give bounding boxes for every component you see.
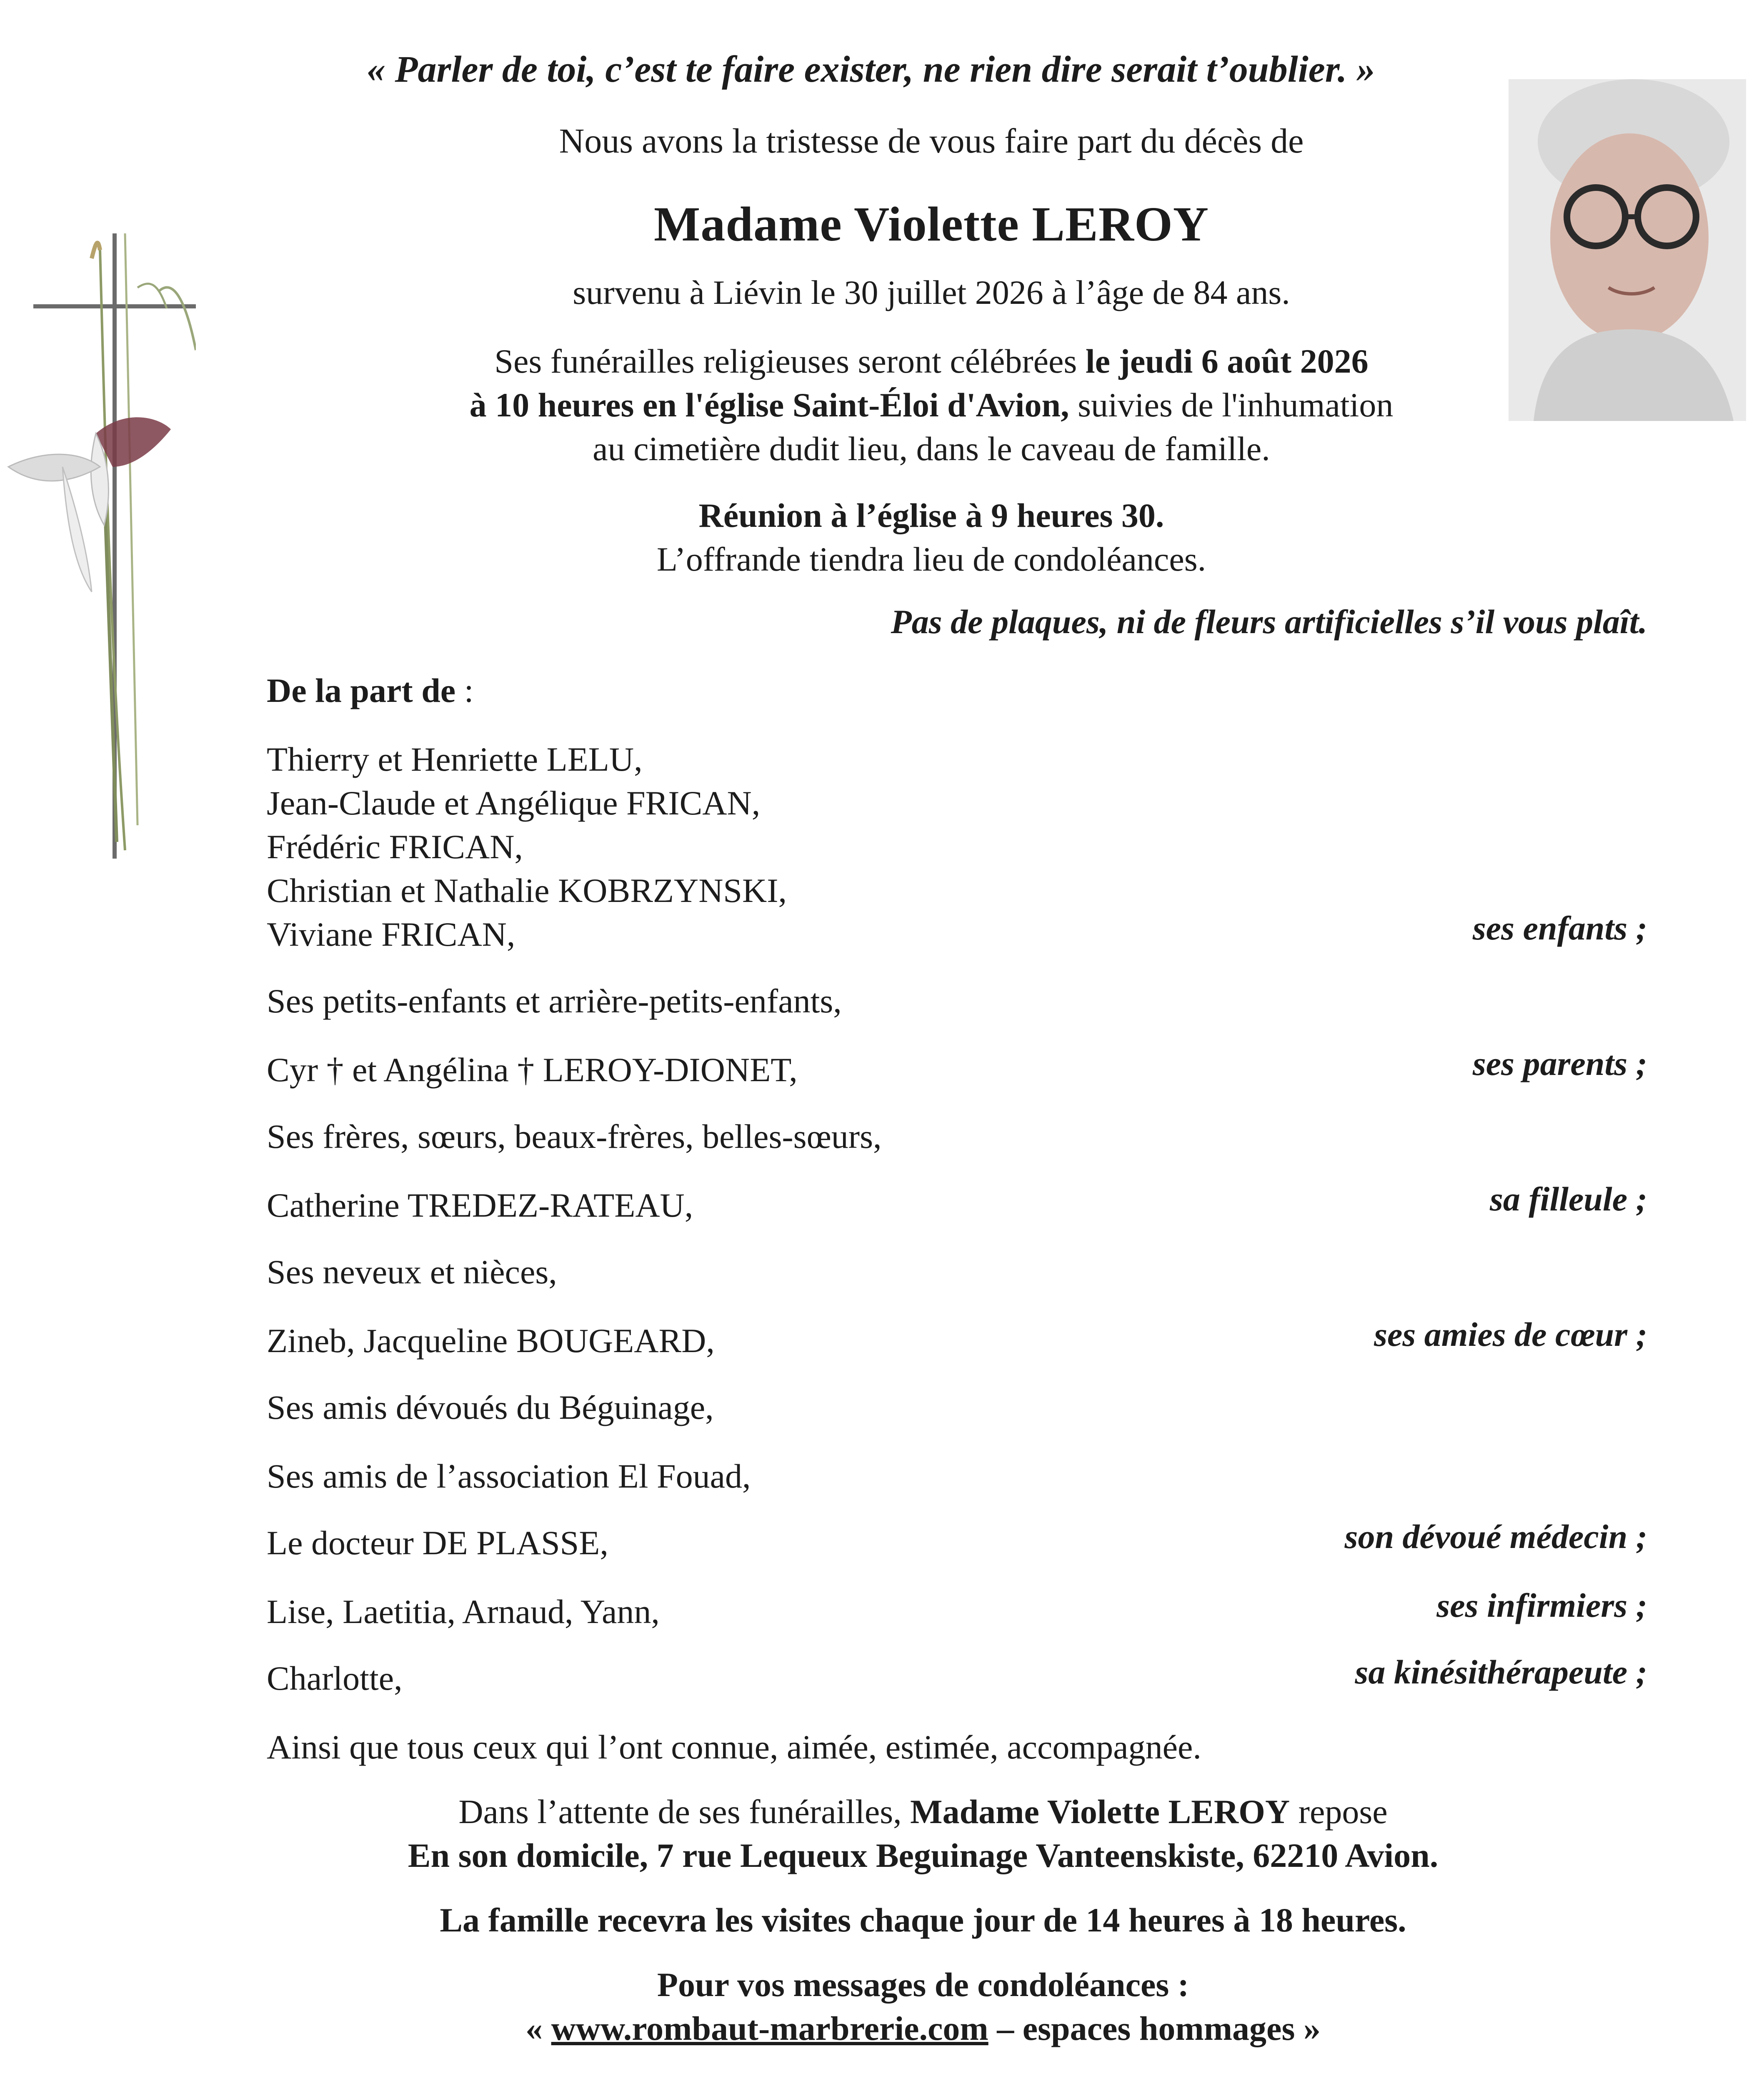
list-item: Ses neveux et nièces, xyxy=(267,1253,557,1291)
funeral-line-1-text: Ses funérailles religieuses seront célébrées xyxy=(494,342,1086,380)
condolences-heading: Pour vos messages de condoléances : xyxy=(657,1966,1189,2004)
role-friends-heart: ses amies de cœur ; xyxy=(1374,1315,1647,1353)
list-item: Jean-Claude et Angélique FRICAN, xyxy=(267,784,761,822)
website-link[interactable]: www.rombaut-marbrerie.com xyxy=(551,2009,988,2047)
visits-line: La famille recevra les visites chaque jour de 14 heures à 18 heures. xyxy=(440,1901,1406,1939)
list-item: Viviane FRICAN, xyxy=(267,915,515,953)
de-la-part-colon: : xyxy=(455,671,474,709)
funeral-line-3: au cimetière dudit lieu, dans le caveau de famille. xyxy=(593,430,1270,468)
deceased-name: Madame Violette LEROY xyxy=(654,197,1209,251)
reunion-line: Réunion à l’église à 9 heures 30. xyxy=(698,496,1164,534)
repose-text-a: Dans l’attente de ses funérailles, xyxy=(458,1793,911,1831)
list-item: Christian et Nathalie KOBRZYNSKI, xyxy=(267,872,787,909)
list-item: Catherine TREDEZ-RATEAU, xyxy=(267,1186,693,1224)
funeral-place: à 10 heures en l'église Saint-Éloi d'Avion, xyxy=(469,386,1069,424)
condolences-link-line xyxy=(0,2009,1764,2048)
repose-line-1 xyxy=(0,1792,1764,1831)
condolences-close: – espaces hommages » xyxy=(988,2009,1321,2047)
death-info: survenu à Liévin le 30 juillet 2026 à l’âge de 84 ans. xyxy=(573,273,1290,311)
funeral-date: le jeudi 6 août 2026 xyxy=(1085,342,1369,380)
list-item: Ses amis dévoués du Béguinage, xyxy=(267,1388,714,1426)
de-la-part-heading xyxy=(267,671,474,710)
funeral-line-1 xyxy=(0,342,1764,381)
list-item: Ainsi que tous ceux qui l’ont connue, aimée, estimée, accompagnée. xyxy=(267,1728,1201,1766)
epigraph-quote: « Parler de toi, c’est te faire exister, ne rien dire serait t’oublier. » xyxy=(367,49,1375,90)
offrande-line: L’offrande tiendra lieu de condoléances. xyxy=(656,540,1206,578)
condolences-open: « xyxy=(525,2009,551,2047)
list-item: Le docteur DE PLASSE, xyxy=(267,1524,608,1562)
repose-address: En son domicile, 7 rue Lequeux Beguinage Vanteenskiste, 62210 Avion. xyxy=(408,1836,1439,1874)
list-item: Frédéric FRICAN, xyxy=(267,828,523,866)
list-item: Cyr † et Angélina † LEROY-DIONET, xyxy=(267,1051,798,1089)
funeral-line-2 xyxy=(0,386,1764,425)
announcement-line: Nous avons la tristesse de vous faire part du décès de xyxy=(559,122,1304,160)
role-parents: ses parents ; xyxy=(1472,1045,1647,1082)
list-item: Ses frères, sœurs, beaux-frères, belles-sœurs, xyxy=(267,1117,882,1155)
repose-text-c: repose xyxy=(1290,1793,1388,1831)
role-goddaughter: sa filleule ; xyxy=(1489,1180,1647,1218)
list-item: Charlotte, xyxy=(267,1659,403,1697)
list-item: Ses amis de l’association El Fouad, xyxy=(267,1457,751,1495)
list-item: Thierry et Henriette LELU, xyxy=(267,740,643,778)
role-doctor: son dévoué médecin ; xyxy=(1344,1518,1647,1555)
no-plaques-note: Pas de plaques, ni de fleurs artificielles s’il vous plaît. xyxy=(891,603,1647,641)
repose-name: Madame Violette LEROY xyxy=(910,1793,1290,1831)
list-item: Zineb, Jacqueline BOUGEARD, xyxy=(267,1322,715,1360)
role-nurses: ses infirmiers ; xyxy=(1436,1586,1647,1624)
role-children: ses enfants ; xyxy=(1472,909,1647,947)
list-item: Ses petits-enfants et arrière-petits-enfants, xyxy=(267,982,842,1020)
list-item: Lise, Laetitia, Arnaud, Yann, xyxy=(267,1593,660,1631)
de-la-part-label: De la part de xyxy=(267,671,456,709)
role-physio: sa kinésithérapeute ; xyxy=(1355,1653,1647,1691)
funeral-line-2-text: suivies de l'inhumation xyxy=(1069,386,1394,424)
